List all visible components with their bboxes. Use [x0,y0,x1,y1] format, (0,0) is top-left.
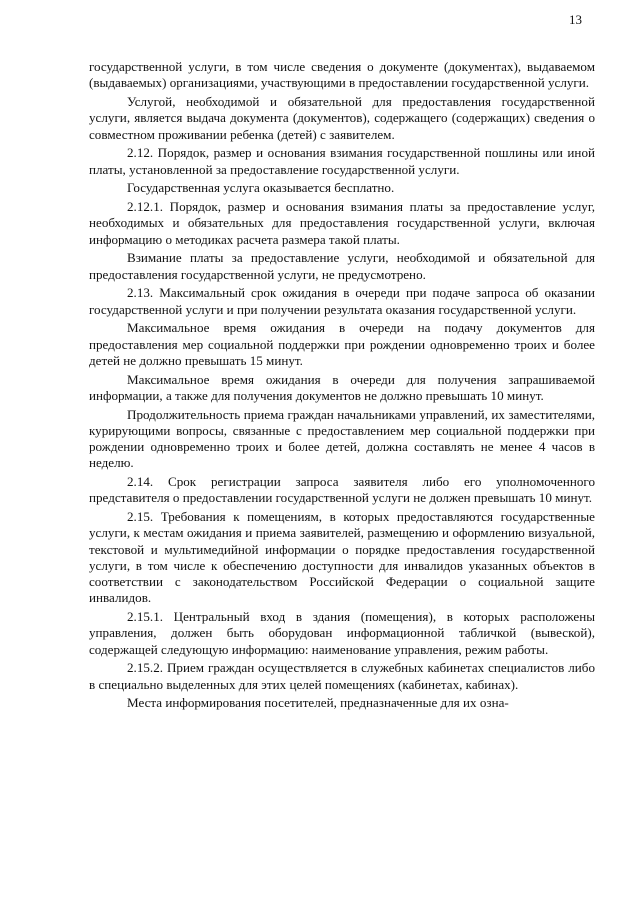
paragraph: государственной услуги, в том числе сведения о документе (документах), выдаваемом (выдаваемых) организациями, участвующими в предоставлении государственной услуги. [89,59,595,91]
paragraph: 2.15. Требования к помещениям, в которых предоставляются государственные услуги, к местам ожидания и приема заявителей, размещению и оформлению визуальной, текстовой и мультимедийной информации о порядке предоставления государственной услуги, в том числе к обеспечению доступности для инвалидов указанных объектов в соответствии с законодательством Российской Федерации о социальной защите инвалидов. [89,509,595,606]
paragraph: 2.15.1. Центральный вход в здания (помещения), в которых расположены управления, должен быть оборудован информационной табличкой (вывеской), содержащей следующую информацию: наименование управления, режим работы. [89,609,595,657]
paragraph: Максимальное время ожидания в очереди на подачу документов для предоставления мер социальной поддержки при рождении одновременно троих и более детей не должно превышать 15 минут. [89,320,595,368]
paragraph: 2.14. Срок регистрации запроса заявителя либо его уполномоченного представителя о предоставлении государственной услуги не должен превышать 10 минут. [89,474,595,506]
paragraph: 2.15.2. Прием граждан осуществляется в служебных кабинетах специалистов либо в специально выделенных для этих целей помещениях (кабинетах, кабинах). [89,660,595,692]
paragraph: 2.13. Максимальный срок ожидания в очереди при подаче запроса об оказании государственной услуги и при получении результата оказания государственной услуги. [89,285,595,317]
paragraph: Продолжительность приема граждан начальниками управлений, их заместителями, курирующими вопросы, связанные с предоставлением мер социальной поддержки при рождении одновременно троих и более детей, должна составлять не менее 4 часов в неделю. [89,406,595,471]
page-number: 13 [569,12,582,27]
document-body [89,59,595,714]
paragraph: Государственная услуга оказывается бесплатно. [127,180,395,196]
paragraph: 2.12.1. Порядок, размер и основания взимания платы за предоставление услуг, необходимых и обязательных для предоставления государственной услуги, включая информацию о методиках расчета размера такой платы. [89,199,595,247]
paragraph: Взимание платы за предоставление услуги, необходимой и обязательной для предоставления государственной услуги, не предусмотрено. [89,250,595,282]
paragraph: 2.12. Порядок, размер и основания взимания государственной пошлины или иной платы, установленной за предоставление государственной услуги. [89,145,595,177]
paragraph: Места информирования посетителей, предназначенные для их озна- [127,695,509,711]
paragraph: Услугой, необходимой и обязательной для предоставления государственной услуги, является выдача документа (документов), содержащего (содержащих) сведения о совместном проживании ребенка (детей) с заявителем. [89,94,595,142]
paragraph: Максимальное время ожидания в очереди для получения запрашиваемой информации, а также для получения документов не должно превышать 10 минут. [89,371,595,403]
